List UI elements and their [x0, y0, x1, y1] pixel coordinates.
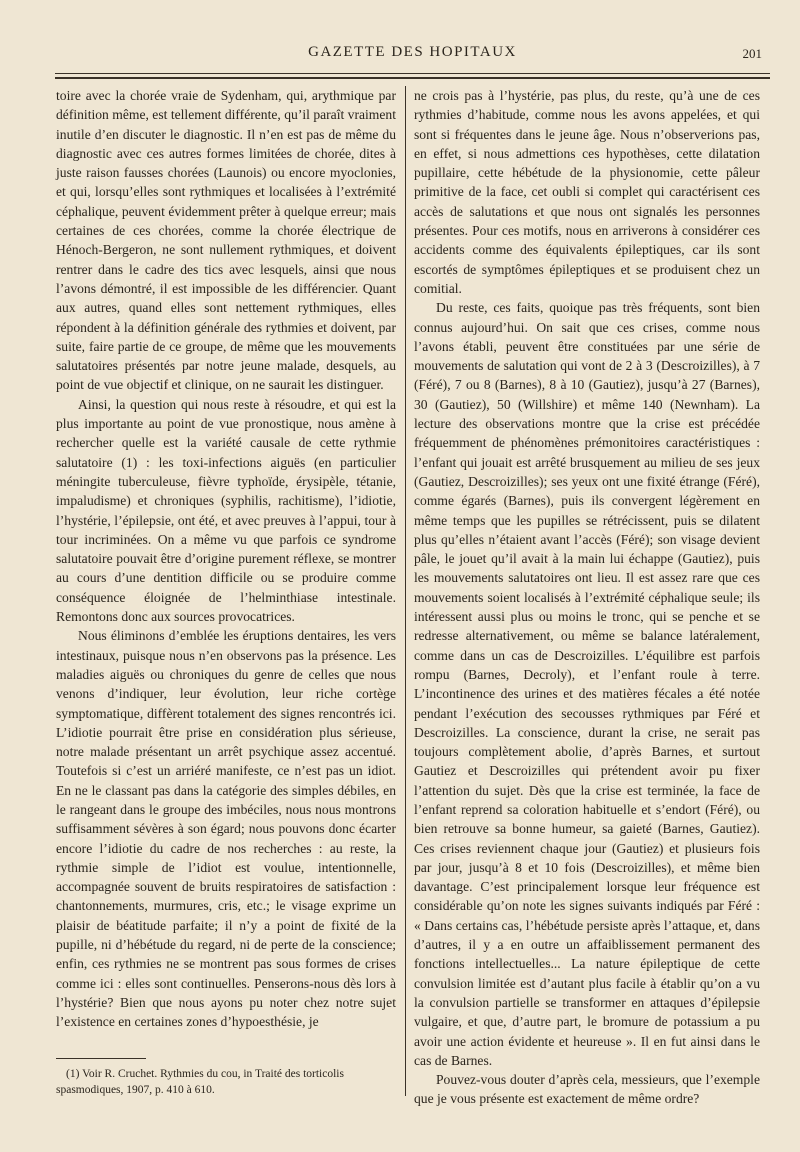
- footnote-separator: [56, 1058, 146, 1059]
- left-paragraph-3: Nous éliminons d’emblée les éruptions dentaires, les vers intestinaux, puisque nous n’en observons pas la présence. Les maladies aiguës ou chroniques du genre de celles que nous venons d’indiquer, leur évolution, leur riche cortège symptomatique, diffèrent totalement des signes rencontrés ici. L’idiotie pourrait être prise en considération plus sérieuse, notre malade présentant un arrêt psychique assez accentué. Toutefois si c’est un arriéré manifeste, ce n’est pas un idiot. En ne le classant pas dans la catégorie des simples débiles, en le rangeant dans le groupe des imbéciles, nous nous montrons suffisamment sévères à son égard; nous pouvons donc écarter encore l’idiotie du cadre de nos recherches : au reste, la rythmie simple de l’idiot est voulue, intentionnelle, accompagnée souvent de bruits respiratoires de satisfaction : chantonnements, murmures, cris, etc.; le visage exprime un plaisir de béatitude parfaite; il n’y a point de fixité de la pupille, ni d’hébétude du regard, ni de perte de la conscience; enfin, ces rythmies ne se montrent pas sous formes de crises comme ici : elles sont continuelles. Penserons-nous dès lors à l’hystérie? Bien que nous ayons pu noter chez notre sujet l’existence en certaines zones d’hypoesthésie, je: [56, 628, 396, 1030]
- right-paragraph-3: Pouvez-vous douter d’après cela, messieurs, que l’exemple que je vous présente est exactement de même ordre?: [414, 1072, 760, 1107]
- column-divider: [405, 86, 406, 1096]
- footnote: [56, 1066, 396, 1098]
- page-number: 201: [742, 46, 762, 61]
- page-header: [55, 38, 770, 74]
- right-column: [414, 86, 760, 1109]
- right-paragraph-1: ne crois pas à l’hystérie, pas plus, du reste, qu’à une de ces rythmies d’habitude, comme nous les avons appelées, et qui sont si fréquentes dans le jeune âge. Nous n’observerions pas, en effet, si nous admettions ces hypothèses, cette dilatation pupillaire, cette hébétude de la physionomie, cette pâleur primitive de la face, cet oubli si complet qui caractérisent ces accès de salutations et que nous ont signalés les personnes présentes. Pour ces motifs, nous en arriverons à considérer ces accidents comme des équivalents épileptiques, car ils sont escortés de symptômes épileptiques et se produisent chez un comitial.: [414, 88, 760, 296]
- left-paragraph-1: toire avec la chorée vraie de Sydenham, qui, arythmique par définition même, est tellement différente, qu’il paraît vraiment inutile d’en discuter le diagnostic. Il n’en est pas de même du diagnostic avec ces autres formes limitées de chorée, dites à juste raison fausses chorées (Launois) ou encore myoclonies, et qui, lorsqu’elles sont rythmiques et localisées à l’extrémité céphalique, peuvent évidemment prêter à quelque erreur; mais certaines de ces chorées, comme la chorée électrique de Hénoch-Bergeron, ne sont nullement rythmiques, et doivent rentrer dans le cadre des tics avec lesquels, ainsi que nous l’avons démontré, il est impossible de les différencier. Quant aux autres, quand elles sont nettement rythmiques, elles répondent à la définition générale des rythmies et doivent, par suite, faire partie de ce groupe, de même que les mouvements salutatoires présentés par notre jeune malade, desquels, au point de vue objectif et clinique, on ne saurait les distinguer.: [56, 88, 396, 393]
- left-column: [56, 86, 396, 1032]
- right-paragraph-2: Du reste, ces faits, quoique pas très fréquents, sont bien connus aujourd’hui. On sait que ces crises, comme nous l’avons établi, peuvent être constituées par une série de mouvements de salutation qui vont de 2 à 3 (Descroizilles), à 7 (Féré), 7 ou 8 (Barnes), 8 à 10 (Gautiez), jusqu’à 27 (Barnes), 30 (Gautiez), 50 (Willshire) et même 140 (Newnham). La lecture des observations montre que la crise est précédée fréquemment de phénomènes prémonitoires caractéristiques : l’enfant qui jouait est arrêté brusquement au milieu de ses jeux (Gautiez, Descroizilles); ses yeux ont une fixité étrange (Féré), comme égarés (Barnes), puis ils convergent légèrement en même temps que les pupilles se rétrécissent, puis se dilatent plus qu’elles n’étaient avant l’accès (Féré); son visage devient pâle, le jouet qu’il avait à la main lui échappe (Gautiez), puis les mouvements salutatoires ont lieu. Il est assez rare que ces mouvements soient localisés à l’extrémité céphalique seule; ils intéressent aussi plus ou moins le tronc, qui se penche et se redresse alternativement, ou même se balance latéralement, comme dans un cas de Descroizilles. L’équilibre est parfois rompu (Barnes, Decroly), et l’enfant roule à terre. L’incontinence des urines et des matières fécales a été notée pendant l’exécution des secousses rythmiques par Féré et Descroizilles. La conscience, durant la crise, ne serait pas toujours complètement abolie, d’après Barnes, et surtout Gautiez et Descroizilles qui prétendent avoir pu fixer l’attention du sujet. Dès que la crise est terminée, la face de l’enfant reprend sa coloration habituelle et s’endort (Féré), ou bien retrouve sa bonne humeur, sa gaieté (Barnes, Gautiez). Ces crises reviennent chaque jour (Gautiez) et plusieurs fois par jour, jusqu’à 8 et 10 fois (Descroizilles), et même bien davantage. C’est principalement lorsque leur fréquence est considérable qu’on note les signes suivants indiqués par Féré : « Dans certains cas, l’hébétude persiste après l’attaque, et, dans d’autres, il y a en outre un affaiblissement permanent des fonctions intellectuelles... La nature épileptique de cette convulsion limitée est d’autant plus facile à établir qu’on a vu la convulsion partielle se transformer en attaques d’épilepsie vulgaire, et que, d’autre part, le bromure de potassium a pu avoir une action évidente et heureuse ». Il en fut ainsi dans le cas de Barnes.: [414, 300, 760, 1068]
- header-rule-thin: [55, 73, 770, 74]
- footnote-text: (1) Voir R. Cruchet. Rythmies du cou, in Traité des torticolis spasmodiques, 1907, p. 410 à 610.: [56, 1068, 344, 1096]
- header-rule-thick: [55, 77, 770, 79]
- running-title: GAZETTE DES HOPITAUX: [308, 44, 517, 60]
- left-paragraph-2: Ainsi, la question qui nous reste à résoudre, et qui est la plus importante au point de vue pronostique, nous amène à rechercher quelle est la variété causale de cette rythmie salutatoire (1) : les toxi-infections aiguës (en particulier méningite tuberculeuse, fièvre typhoïde, érysipèle, tétanie, impaludisme) et chroniques (syphilis, rachitisme), l’idiotie, l’hystérie, l’épilepsie, ont été, et avec preuves à l’appui, tour à tour incriminées. On a même vu que parfois ce syndrome salutatoire pouvait être d’origine purement réflexe, se montrer au cours d’une dentition difficile ou se produire comme conséquence éloignée de l’helminthiase intestinale. Remontons donc aux sources provocatrices.: [56, 396, 396, 625]
